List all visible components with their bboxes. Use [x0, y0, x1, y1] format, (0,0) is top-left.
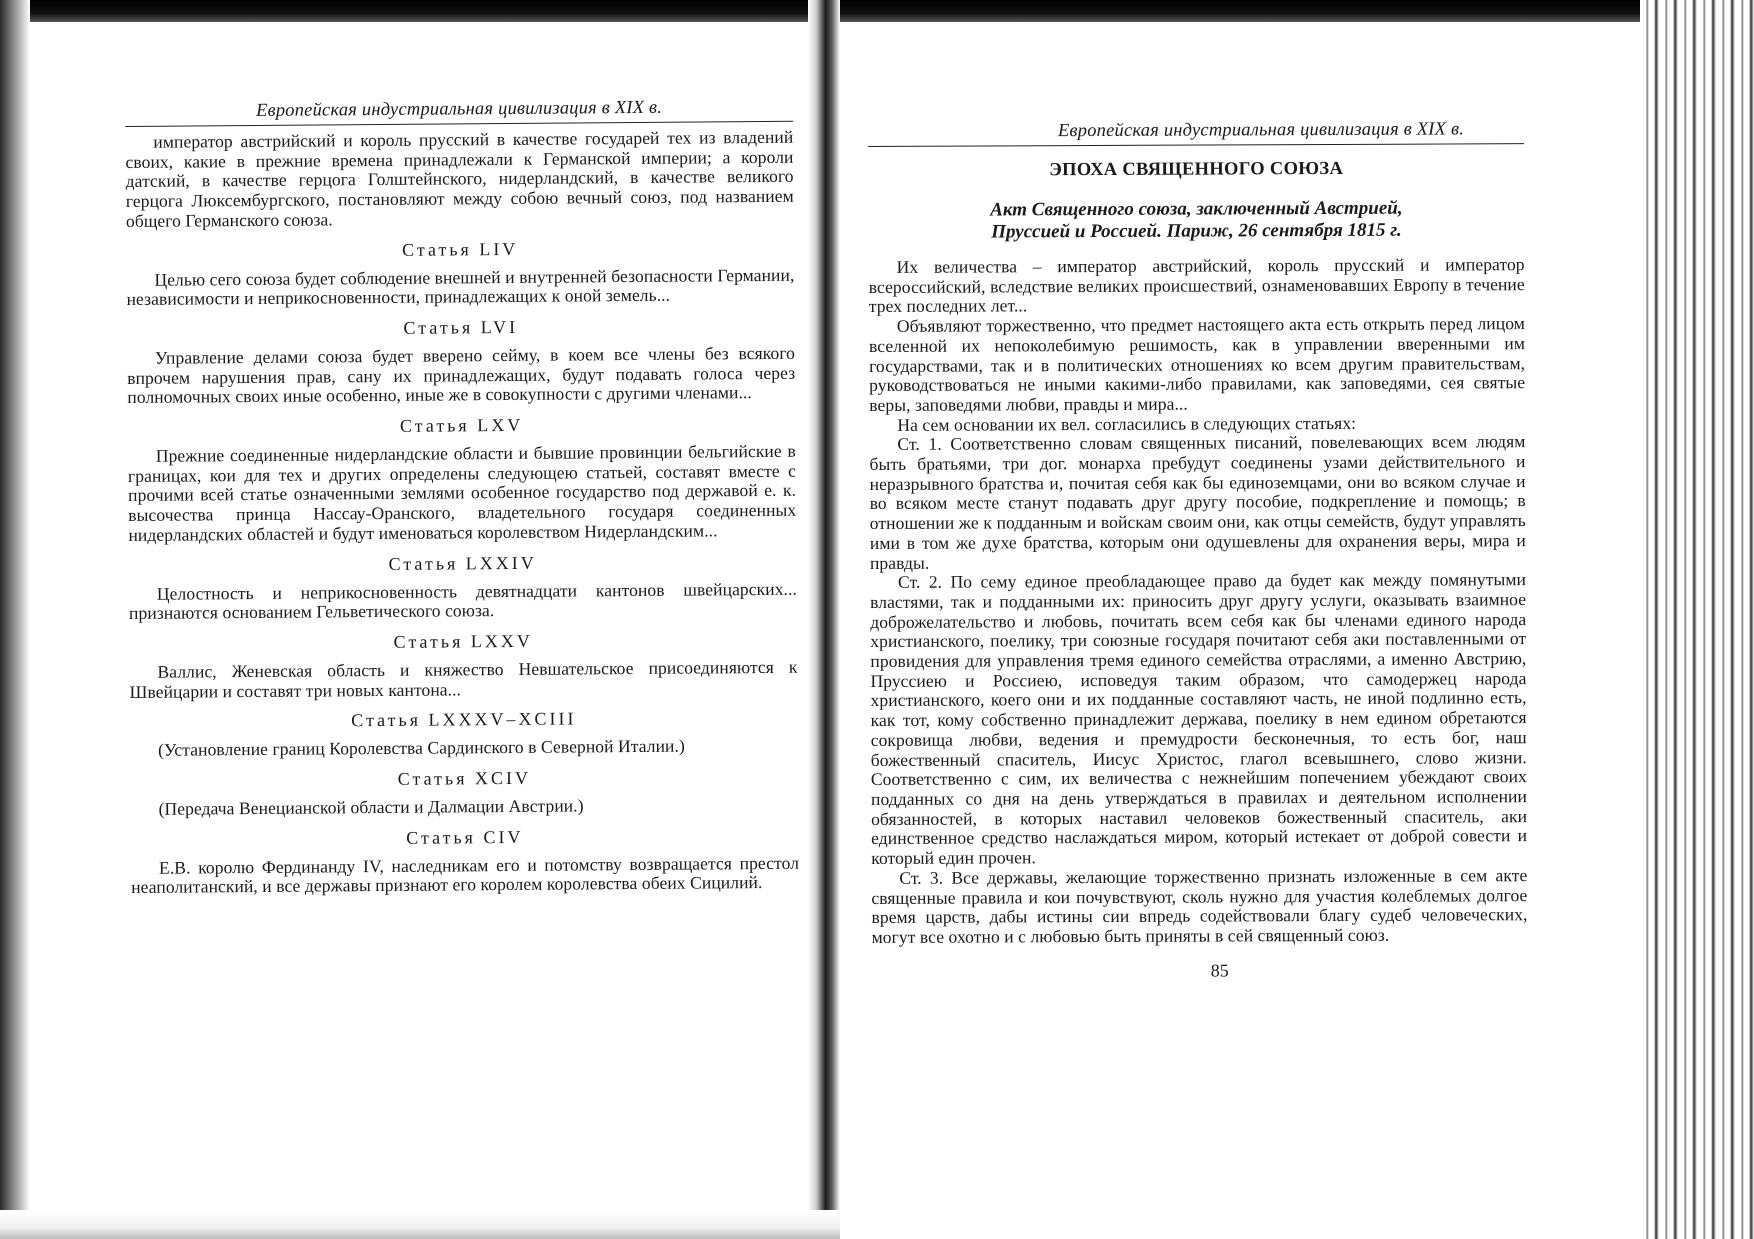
- body-paragraph: Объявляют торжественно, что предмет настоящего акта есть открыть перед лицом вселенной их непоколебимую решимость, как в управлении вверенными им государствами, так и в политических отношениях ко всем другим правительствам, руководствоваться не иными какими-либо правилами, как заповедями, сея святые веры, заповедями любви, правды и мира...: [868, 313, 1526, 415]
- scan-left-edge: [0, 0, 30, 1239]
- article-heading: Статья LXXXV–XCIII: [351, 708, 577, 731]
- article-text: (Передача Венецианской области и Далмации Австрии.): [158, 795, 584, 819]
- body-paragraph: Их величества – император австрийский, король прусский и император всероссийский, вследствие великих происшествий, ознаменовавших Европу в течение трех последних лет...: [868, 254, 1525, 317]
- body-paragraph: Ст. 1. Соответственно словам священных писаний, повелевающих всем людям быть братьями, три дог. монарха пребудут соединены узами действительного и неразрывного братства и, почитая себя как бы единоземцами, они во всяком случае и во всяком месте станут подавать друг другу пособие, подкрепление и помощь; в отношении же к подданным и войскам своим они, как отцы семейств, будут управлять ими в том же духе братства, которым они одушевлены для охранения веры, мира и правды.: [869, 431, 1526, 573]
- article-text: Прежние соединенные нидерландские области и бывшие провинции бельгийские в границах, кои для тех и других определены следующею статьей, составят вместе с прочими всей статье означенными землями особенное государство под державой е. к. высочества принца Нассау-Оранского, владетельного государя соединенных нидерландских областей и будут именоваться королевством Нидерландским...: [127, 440, 797, 545]
- scan-top-shadow: [0, 0, 1754, 22]
- article-text: Е.В. королю Фердинанду IV, наследникам его и потомству возвращается престол неаполитанский, и все державы признают его королем королевства обеих Сицилий.: [131, 852, 800, 898]
- article-heading: Статья LVI: [403, 316, 519, 338]
- article-text: (Установление границ Королевства Сардинского в Северной Италии.): [158, 735, 685, 761]
- body-paragraph: Ст. 3. Все державы, желающие торжественно признать изложенные в сем акте священные правила и кои почувствуют, сколь нужно для участия колеблемых долгое время царств, дабы истины сии впредь содействовали благу судеб человеческих, могут все охотно и с любовью быть приняты в сей священный союз.: [871, 864, 1528, 947]
- article-heading: Статья LIV: [401, 238, 519, 260]
- article-text: Валлис, Женевская область и княжество Невшательское присоединяются к Швейцарии и составят три новых кантона...: [129, 656, 798, 702]
- subtitle-line: Пруссией и Россией. Париж, 26 сентября 1815 г.: [991, 219, 1402, 243]
- subtitle-line: Акт Священного союза, заключенный Австрией,: [990, 197, 1403, 221]
- body-paragraph: На сем основании их вел. согласились в следующих статьях:: [897, 412, 1357, 435]
- page-number: 85: [1210, 960, 1229, 981]
- chapter-title: ЭПОХА СВЯЩЕННОГО СОЮЗА: [1049, 158, 1344, 181]
- article-text: Управление делами союза будет вверено сейму, в коем все члены без всякого впрочем нарушения прав, сану их принадлежащих, будут подавать голоса через полномочных своих иные особенно, иные же в совокупности с другими членами...: [127, 342, 796, 408]
- article-heading: Статья LXXV: [393, 630, 533, 652]
- scan-bottom-shadow: [0, 1210, 840, 1239]
- article-text: Целостность и неприкосновенность девятнадцати кантонов швейцарских... признаются основанием Гельветического союза.: [128, 578, 797, 624]
- running-head-left: Европейская индустриальная цивилизация в XIX в.: [125, 97, 793, 127]
- page-edges: [1640, 0, 1754, 1239]
- right-page: [868, 119, 1529, 1202]
- running-head-right: Европейская индустриальная цивилизация в XIX в.: [868, 119, 1524, 147]
- article-heading: Статья CIV: [406, 826, 524, 848]
- book-gutter: [808, 0, 840, 1239]
- left-page: [125, 97, 801, 1182]
- article-heading: Статья LXXIV: [388, 552, 537, 574]
- body-paragraph: Ст. 2. По сему единое преобладающее право да будет как между помянутыми властями, так и подданными их: приносить друг другу услуги, оказывать взаимное доброжелательство и любовь, почитать всем себя как бы членами единого народа христианского, поелику, три союзные государя почитают себя аки поставленными от провидения для управления тремя единого семейства отраслями, а именно Австрию, Пруссиею и Россиею, исповедуя таким образом, что самодержец народа христианского, коего они и их подданные составляют часть, не иной подлинно есть, как тот, кому собственно принадлежит держава, поелику в нем едином обретаются сокровища любви, ведения и премудрости бесконечныя, то есть бог, наш божественный спаситель, Иисус Христос, глагол всевышнего, слово жизни. Соответственно с сим, их величества с нежнейшим попечением убеждают своих подданных со дня на день утверждаться в правилах и деятельном исполнении обязанностей, в которых наставил человеков божественный спаситель, аки единственное средство наслаждаться миром, который истекает от доброй совести и который един прочен.: [870, 569, 1528, 869]
- article-heading: Статья XCIV: [397, 767, 532, 789]
- article-heading: Статья LXV: [399, 414, 524, 436]
- article-text: Целью сего союза будет соблюдение внешней и внутренней безопасности Германии, независимости и неприкосновенности, принадлежащих к оной земель...: [126, 264, 795, 310]
- document-subtitle: [868, 197, 1524, 244]
- intro-paragraph: император австрийский и король прусский в качестве государей тех из владений своих, какие в прежние времена принадлежали к Германской империи; а короли датский, в качестве герцога Голштейнского, нидерландский, в качестве великого герцога Люксембургского, постановляют между собою вечный союз, под названием общего Германского союза.: [125, 126, 794, 231]
